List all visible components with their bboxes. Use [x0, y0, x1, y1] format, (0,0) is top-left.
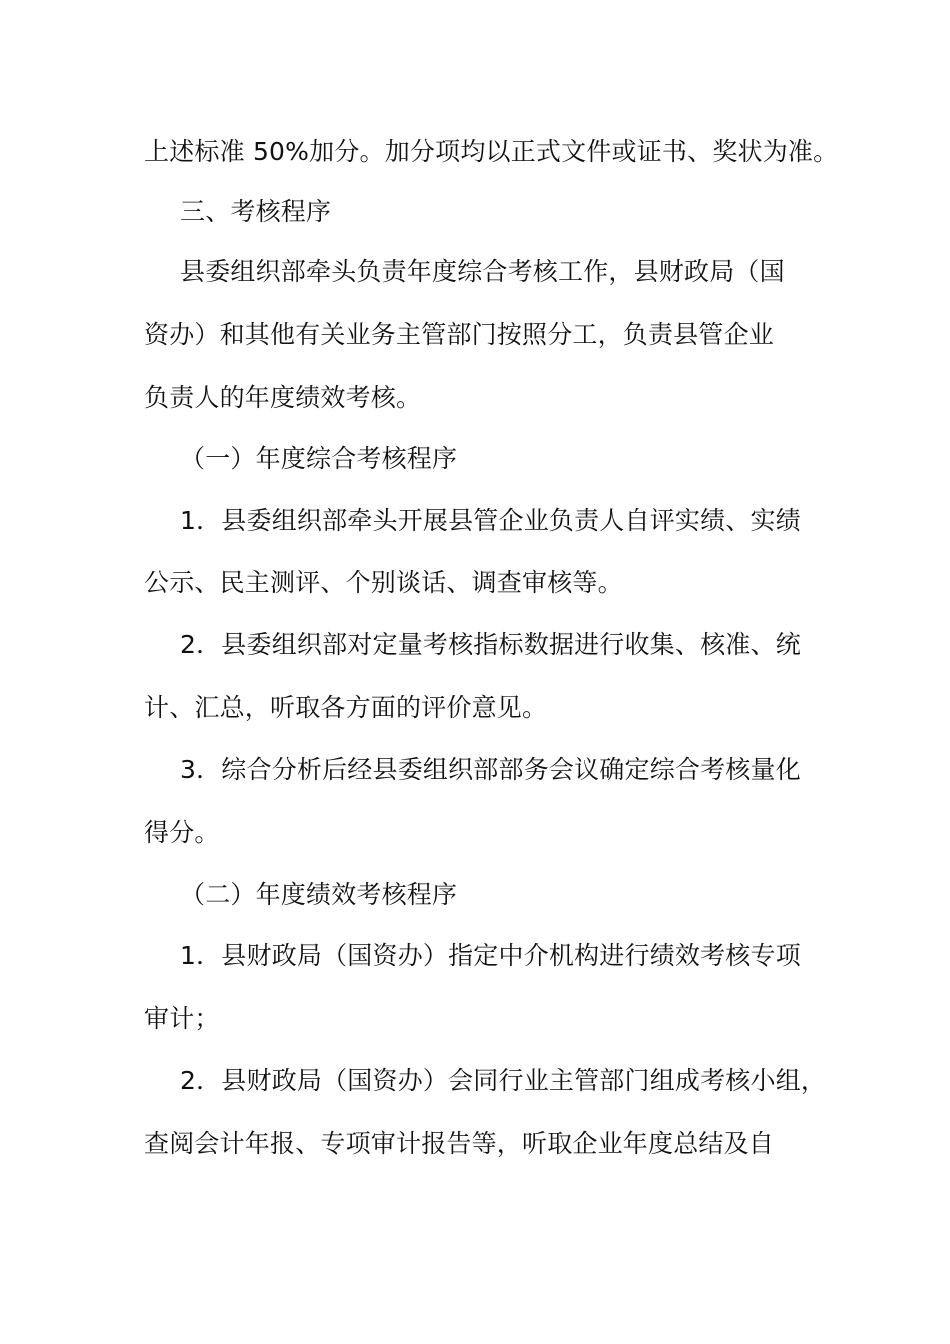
subsection-heading: （一）年度综合考核程序	[180, 444, 458, 473]
list-item: 1．县委组织部牵头开展县管企业负责人自评实绩、实绩	[180, 506, 801, 535]
paragraph-line: 计、汇总，听取各方面的评价意见。	[144, 693, 548, 722]
paragraph-line: 公示、民主测评、个别谈话、调查审核等。	[144, 568, 623, 597]
list-item: 1．县财政局（国资办）指定中介机构进行绩效考核专项	[180, 941, 801, 970]
paragraph-line: 审计；	[144, 1004, 220, 1033]
paragraph-line: 得分。	[144, 818, 220, 847]
paragraph-line: 县委组织部牵头负责年度综合考核工作，县财政局（国	[180, 257, 785, 286]
paragraph-line: 负责人的年度绩效考核。	[144, 383, 422, 412]
section-heading: 三、考核程序	[180, 197, 332, 226]
paragraph-line: 查阅会计年报、专项审计报告等，听取企业年度总结及自	[144, 1129, 775, 1158]
list-item: 3．综合分析后经县委组织部部务会议确定综合考核量化	[180, 755, 801, 784]
subsection-heading: （二）年度绩效考核程序	[180, 880, 458, 909]
paragraph-line: 上述标准 50%加分。加分项均以正式文件或证书、奖状为准。	[144, 137, 839, 166]
paragraph-line: 资办）和其他有关业务主管部门按照分工，负责县管企业	[144, 320, 775, 349]
list-item: 2．县委组织部对定量考核指标数据进行收集、核准、统	[180, 630, 801, 659]
list-item: 2．县财政局（国资办）会同行业主管部门组成考核小组，	[180, 1066, 827, 1095]
